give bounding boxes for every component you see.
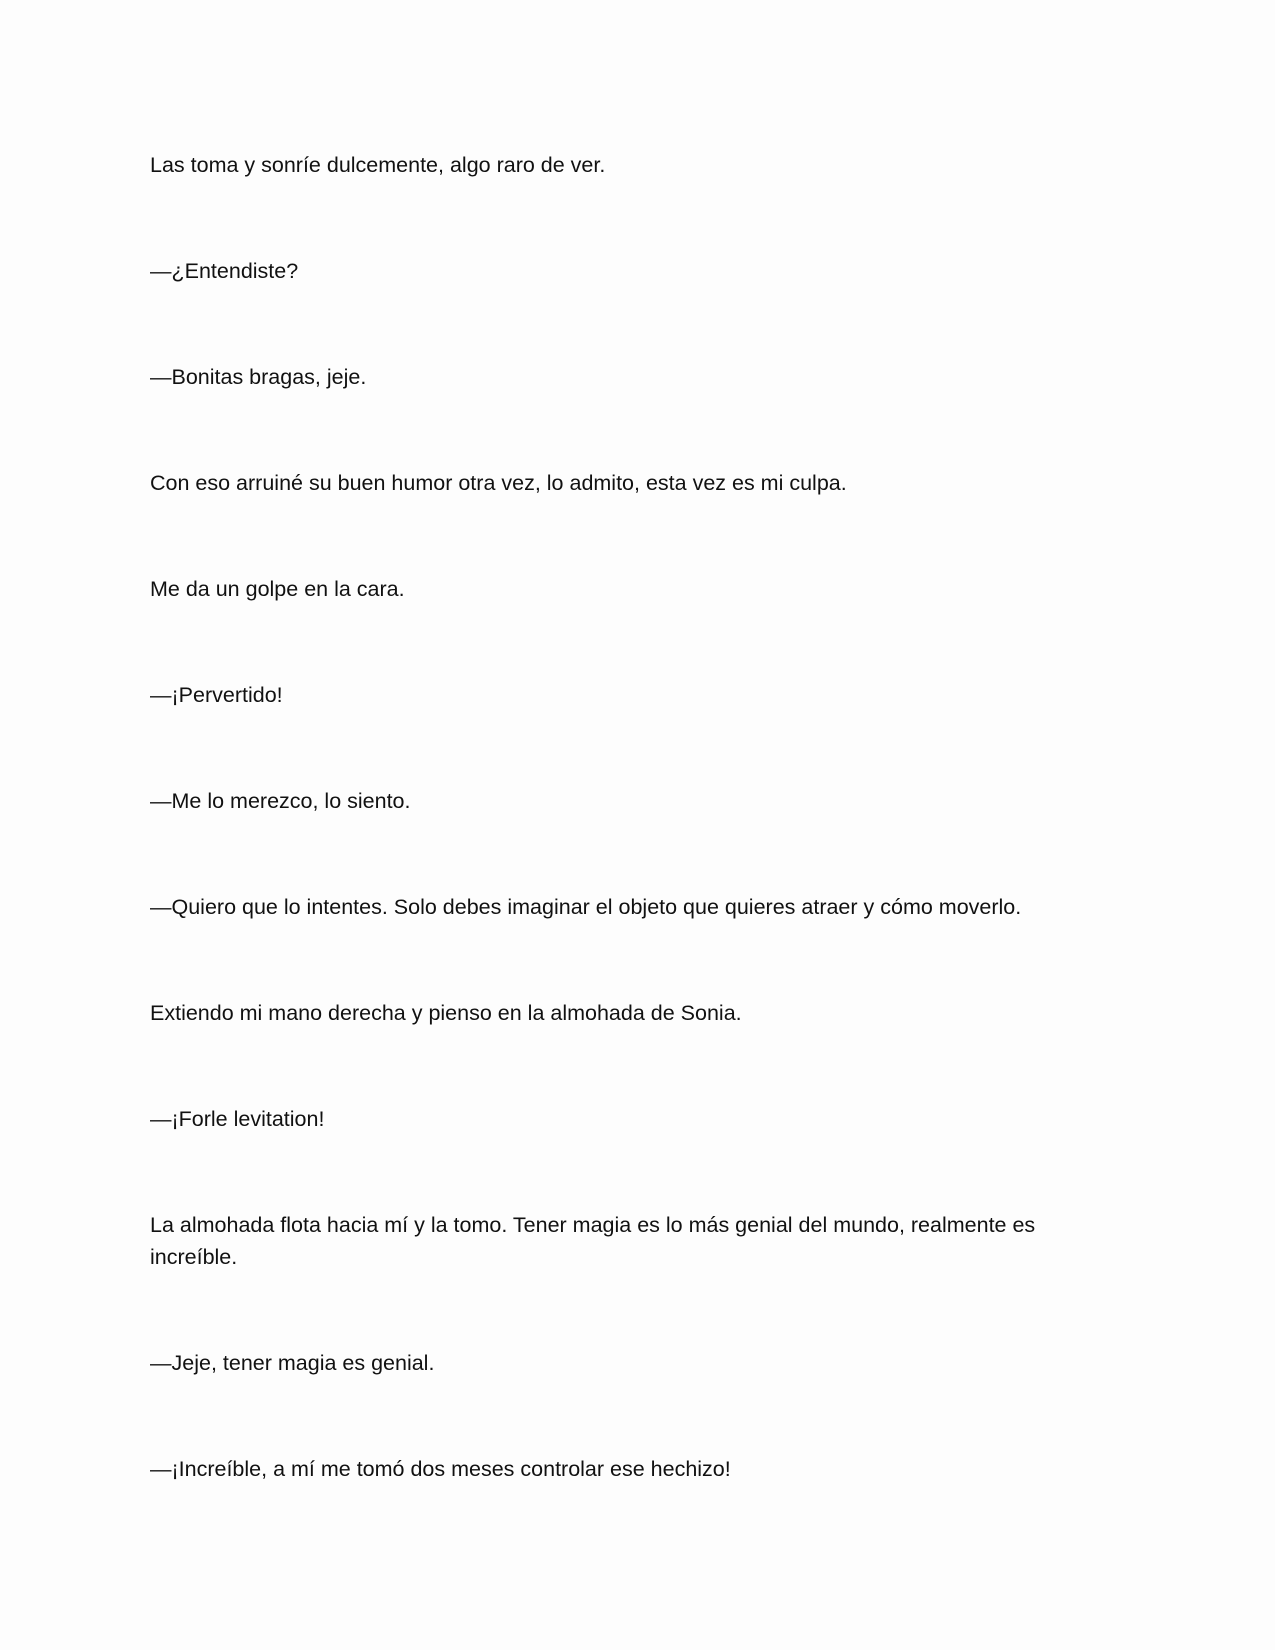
- dialogue-line: —¿Entendiste?: [150, 259, 299, 283]
- paragraph: Me da un golpe en la cara.: [150, 577, 405, 601]
- dialogue-line: —¡Forle levitation!: [150, 1107, 325, 1131]
- paragraph: La almohada flota hacia mí y la tomo. Tener magia es lo más genial del mundo, realmente es increíble.: [150, 1213, 1036, 1269]
- dialogue-line: —Jeje, tener magia es genial.: [150, 1351, 435, 1375]
- dialogue-line: —¡Increíble, a mí me tomó dos meses controlar ese hechizo!: [150, 1457, 731, 1481]
- dialogue-line: —Quiero que lo intentes. Solo debes imaginar el objeto que quieres atraer y cómo moverlo.: [150, 895, 1022, 919]
- paragraph: Con eso arruiné su buen humor otra vez, lo admito, esta vez es mi culpa.: [150, 471, 847, 495]
- dialogue-line: —Bonitas bragas, jeje.: [150, 365, 367, 389]
- paragraph: Extiendo mi mano derecha y pienso en la almohada de Sonia.: [150, 1001, 742, 1025]
- dialogue-line: —¡Pervertido!: [150, 683, 283, 707]
- paragraph: Las toma y sonríe dulcemente, algo raro de ver.: [150, 153, 606, 177]
- dialogue-line: —Me lo merezco, lo siento.: [150, 789, 411, 813]
